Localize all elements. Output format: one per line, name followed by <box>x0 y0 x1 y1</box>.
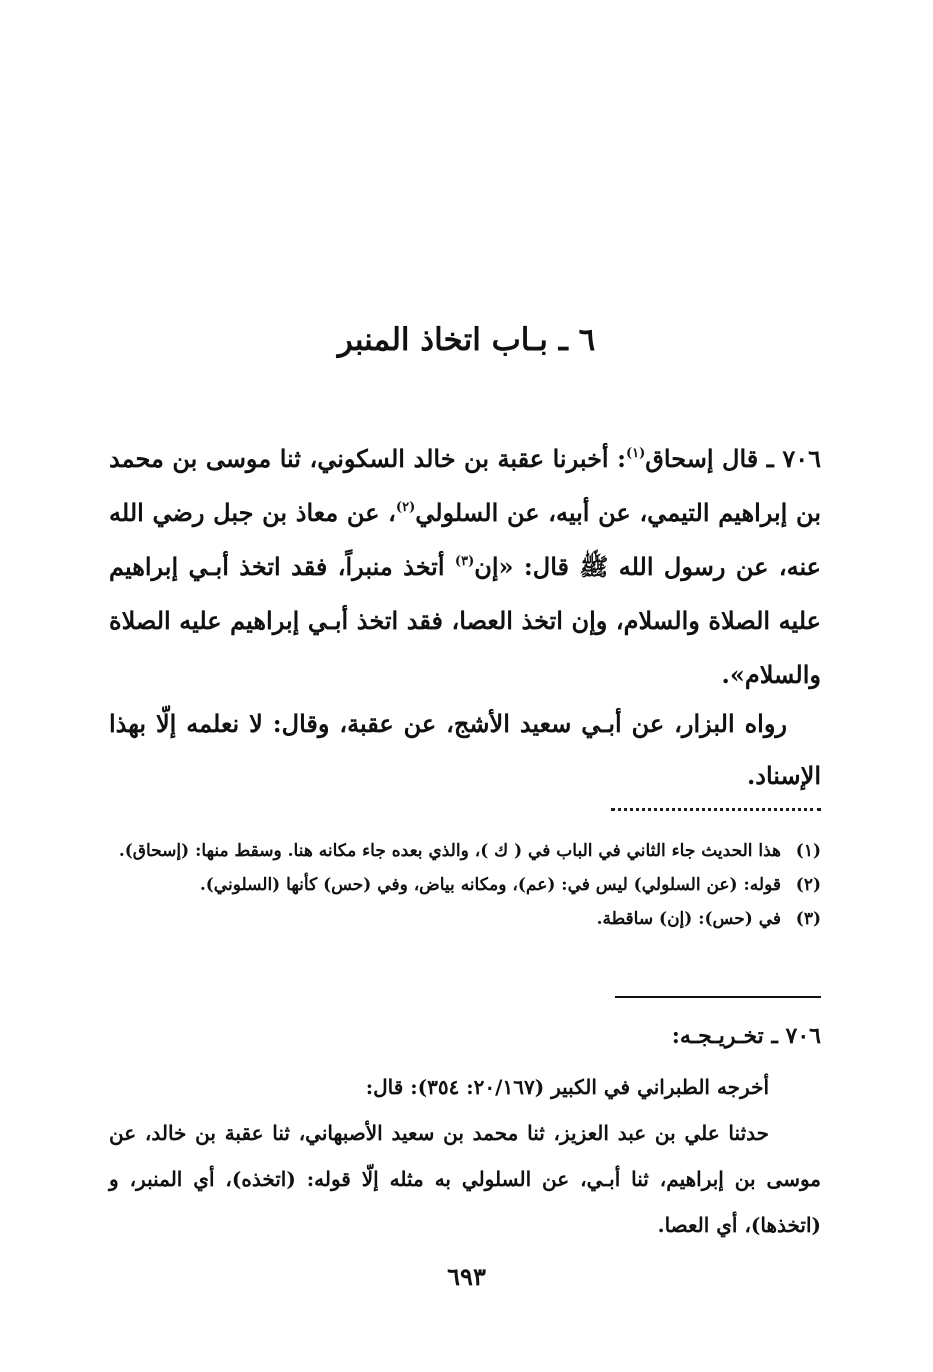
footnote-number: (١) <box>795 841 821 861</box>
hadith-intro: ٧٠٦ ـ قال إسحاق <box>645 444 821 473</box>
footnote-number: (٢) <box>795 875 821 895</box>
footnote-ref-3[interactable]: (٣) <box>454 554 475 569</box>
takhrij-source-line: أخرجه الطبراني في الكبير (٢٠/١٦٧: ٣٥٤): قال: <box>365 1075 769 1099</box>
footnote-text: قوله: (عن السلولي) ليس في: (عم)، ومكانه بياض، وفي (حس) كأنها (السلوني). <box>199 875 781 895</box>
chapter-title: ٦ ـ بـاب اتخاذ المنبر <box>337 322 596 358</box>
takhrij-heading: ٧٠٦ ـ تخـريـجـه: <box>671 1023 821 1049</box>
footnote-number: (٣) <box>795 909 821 929</box>
footnote-item <box>109 902 821 936</box>
section-divider <box>615 996 821 998</box>
hadith-part-1: : أخبرنا عقبة بن خالد السكوني، ثنا موسى بن محمد بن إبراهيم التيمي، عن أبيه، عن السلولي <box>109 444 821 527</box>
takhrij-body <box>109 1064 821 1248</box>
footnote-separator <box>611 808 821 811</box>
hadith-part-2: ، عن معاذ بن جبل رضي الله عنه، عن رسول الله ﷺ قال: «إن <box>109 498 821 581</box>
footnotes-list <box>109 834 821 936</box>
footnote-item <box>109 834 821 868</box>
footnote-text: هذا الحديث جاء الثاني في الباب في ( ك )، والذي بعده جاء مكانه هنا. وسقط منها: (إسحاق). <box>118 841 781 861</box>
footnote-ref-1[interactable]: (١) <box>625 446 646 461</box>
hadith-text <box>109 432 821 702</box>
footnote-ref-2[interactable]: (٢) <box>395 500 416 515</box>
footnote-text: في (حس): (إن) ساقطة. <box>596 909 781 929</box>
takhrij-chain: حدثنا علي بن عبد العزيز، ثنا محمد بن سعيد الأصبهاني، ثنا عقبة بن خالد، عن موسى بن إبراهيم، ثنا أبـي، عن السلولي به مثله إلّا قوله: (اتخذه)، أي المنبر، و (اتخذها)، أي العصا. <box>109 1121 821 1237</box>
narration-text: رواه البزار، عن أبـي سعيد الأشج، عن عقبة، وقال: لا نعلمه إلّا بهذا الإسناد. <box>109 709 821 790</box>
hadith-part-3: أتخذ منبراً، فقد اتخذ أبـي إبراهيم عليه الصلاة والسلام، وإن اتخذ العصا، فقد اتخذ أبـي إبراهيم عليه الصلاة والسلام». <box>109 552 821 689</box>
page-number: ٦٩٣ <box>447 1262 486 1291</box>
footnote-item <box>109 868 821 902</box>
